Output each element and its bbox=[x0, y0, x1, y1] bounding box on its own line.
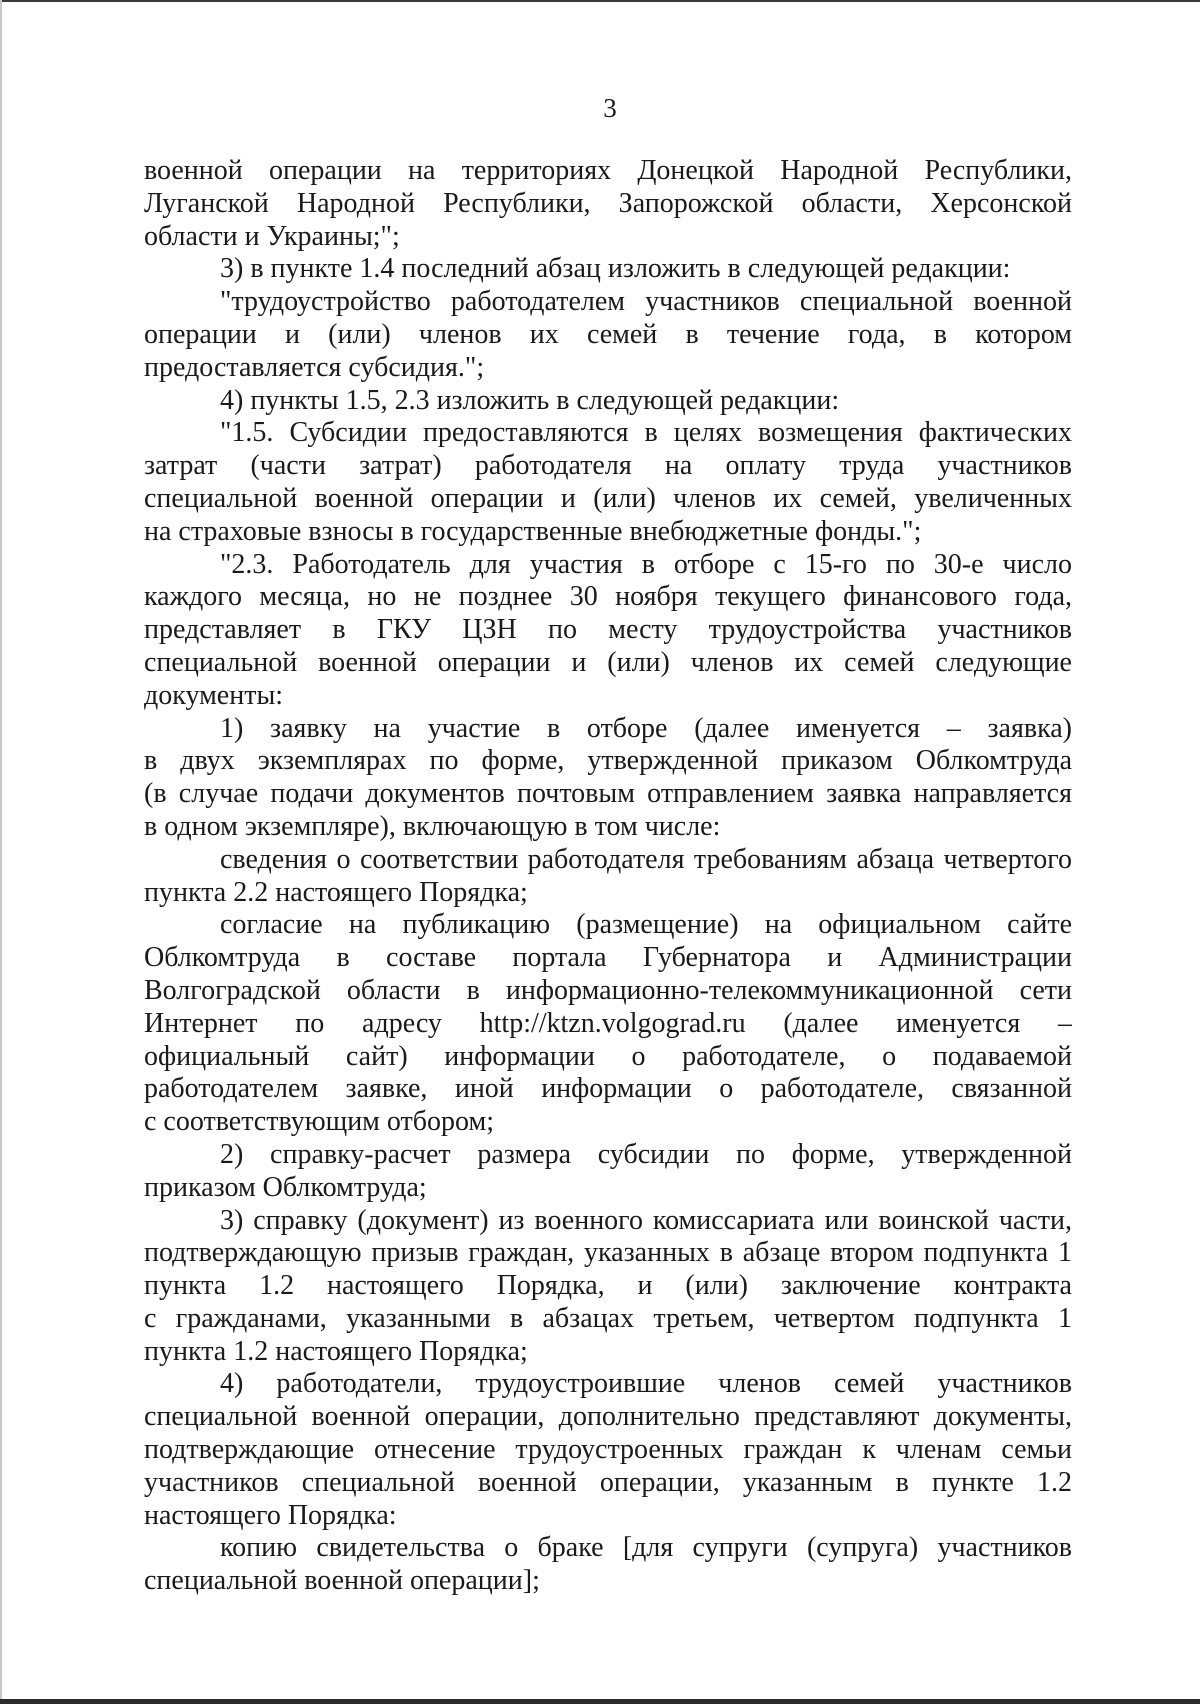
text-line: представляет в ГКУ ЦЗН по месту трудоустройства участников bbox=[144, 614, 1072, 646]
text-line: области и Украины;"; bbox=[144, 220, 400, 252]
text-line: официальный сайт) информации о работодателе, о подаваемой bbox=[144, 1040, 1072, 1072]
scan-border-top bbox=[0, 0, 1200, 2]
text-line: 3) справку (документ) из военного комиссариата или воинской части, bbox=[220, 1204, 1072, 1236]
text-line: (в случае подачи документов почтовым отправлением заявка направляется bbox=[144, 778, 1072, 810]
text-line: в одном экземпляре), включающую в том числе: bbox=[144, 810, 721, 842]
text-line: подтверждающие отнесение трудоустроенных граждан к членам семьи bbox=[144, 1434, 1072, 1466]
text-line: пункта 1.2 настоящего Порядка; bbox=[144, 1335, 528, 1367]
scan-border-bottom bbox=[0, 1699, 1200, 1704]
page-number: 3 bbox=[603, 93, 617, 123]
text-line: сведения о соответствии работодателя требованиям абзаца четвертого bbox=[220, 843, 1072, 875]
text-line: военной операции на территориях Донецкой Народной Республики, bbox=[144, 155, 1072, 186]
text-line: затрат (части затрат) работодателя на оплату труда участников bbox=[144, 450, 1072, 482]
text-line: настоящего Порядка: bbox=[144, 1499, 397, 1531]
text-line: на страховые взносы в государственные внебюджетные фонды."; bbox=[144, 515, 922, 547]
text-line: приказом Облкомтруда; bbox=[144, 1171, 427, 1203]
text-line: "1.5. Субсидии предоставляются в целях возмещения фактических bbox=[220, 417, 1072, 449]
text-line: с гражданами, указанными в абзацах третьем, четвертом подпункта 1 bbox=[144, 1302, 1072, 1334]
text-line: 4) пункты 1.5, 2.3 изложить в следующей редакции: bbox=[220, 384, 840, 416]
text-line: пункта 1.2 настоящего Порядка, и (или) заключение контракта bbox=[144, 1270, 1072, 1302]
text-line: специальной военной операции, дополнительно представляют документы, bbox=[144, 1401, 1072, 1433]
text-line: предоставляется субсидия."; bbox=[144, 351, 485, 383]
text-line: "2.3. Работодатель для участия в отборе с 15-го по 30-е число bbox=[220, 548, 1072, 580]
text-line: "трудоустройство работодателем участников специальной военной bbox=[220, 286, 1072, 318]
text-line: 2) справку-расчет размера субсидии по форме, утвержденной bbox=[220, 1138, 1072, 1170]
text-line: с соответствующим отбором; bbox=[144, 1106, 494, 1138]
text-line: специальной военной операции и (или) членов их семей следующие bbox=[144, 646, 1072, 678]
text-line: подтверждающую призыв граждан, указанных в абзаце втором подпункта 1 bbox=[144, 1237, 1072, 1269]
scan-border-left bbox=[0, 0, 2, 1704]
text-line: Интернет по адресу http://ktzn.volgograd.ru (далее именуется – bbox=[144, 1007, 1072, 1039]
text-line: Облкомтруда в составе портала Губернатора и Администрации bbox=[144, 942, 1072, 974]
text-line: специальной военной операции]; bbox=[144, 1565, 540, 1597]
text-line: в двух экземплярах по форме, утвержденной приказом Облкомтруда bbox=[144, 745, 1072, 777]
text-line: 1) заявку на участие в отборе (далее именуется – заявка) bbox=[220, 712, 1072, 744]
text-line: участников специальной военной операции, указанным в пункте 1.2 bbox=[144, 1466, 1072, 1498]
text-line: работодателем заявке, иной информации о работодателе, связанной bbox=[144, 1073, 1072, 1105]
text-line: документы: bbox=[144, 679, 284, 711]
text-line: Волгоградской области в информационно-телекоммуникационной сети bbox=[144, 974, 1072, 1006]
text-line: Луганской Народной Республики, Запорожской области, Херсонской bbox=[144, 187, 1072, 219]
document-body bbox=[144, 155, 1072, 1598]
text-line: пункта 2.2 настоящего Порядка; bbox=[144, 876, 528, 908]
text-line: каждого месяца, но не позднее 30 ноября текущего финансового года, bbox=[144, 581, 1072, 613]
text-line: специальной военной операции и (или) членов их семей, увеличенных bbox=[144, 482, 1072, 514]
text-line: 3) в пункте 1.4 последний абзац изложить в следующей редакции: bbox=[220, 253, 1011, 285]
text-line: операции и (или) членов их семей в течение года, в котором bbox=[144, 318, 1072, 350]
text-line: 4) работодатели, трудоустроившие членов семей участников bbox=[220, 1368, 1072, 1400]
text-line: копию свидетельства о браке [для супруги (супруга) участников bbox=[220, 1532, 1072, 1564]
text-line: согласие на публикацию (размещение) на официальном сайте bbox=[220, 909, 1072, 941]
